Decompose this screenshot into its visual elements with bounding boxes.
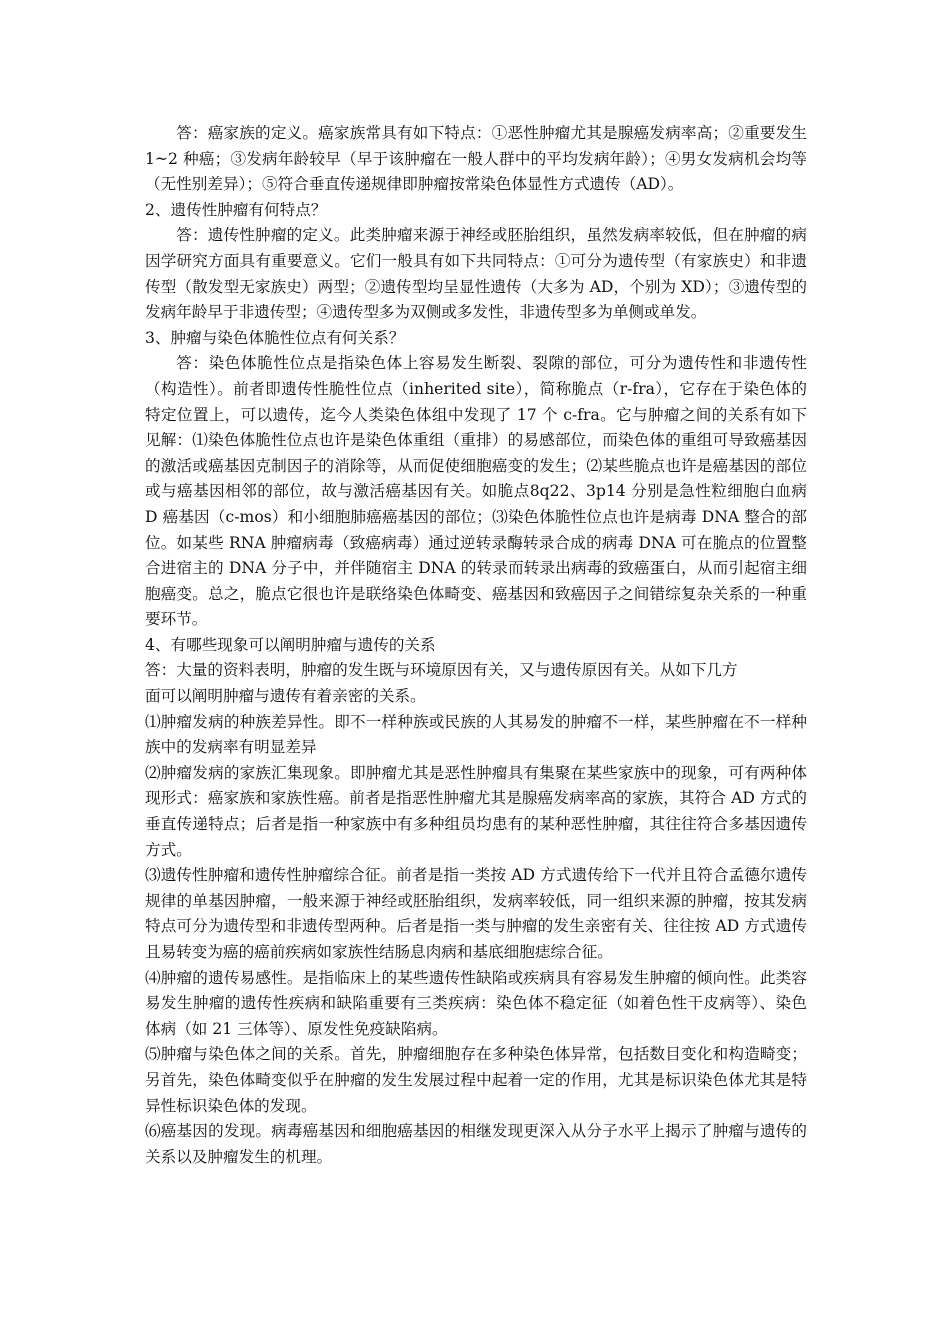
body-paragraph: 面可以阐明肿瘤与遗传有着亲密的关系。	[145, 687, 426, 706]
list-item: ⑵肿瘤发病的家族汇集现象。即肿瘤尤其是恶性肿瘤具有集聚在某些家族中的现象，可有两种体现形式：癌家族和家族性癌。前者是指恶性肿瘤尤其是腺癌发病率高的家族，其符合 AD 方式的垂直传递特点；后者是指一种家族中有多种组员均患有的某种恶性肿瘤，其往往符合多基因遗传方式。	[145, 763, 807, 859]
question-heading: 3、肿瘤与染色体脆性位点有何关系？	[145, 328, 405, 347]
document-body	[145, 121, 807, 1170]
list-item: ⑹癌基因的发现。病毒癌基因和细胞癌基因的相继发现更深入从分子水平上揭示了肿瘤与遗传的关系以及肿瘤发生的机理。	[145, 1122, 807, 1166]
question-heading: 2、遗传性肿瘤有何特点？	[145, 200, 327, 219]
list-item: ⑶遗传性肿瘤和遗传性肿瘤综合征。前者是指一类按 AD 方式遗传给下一代并且符合孟德尔遗传规律的单基因肿瘤，一般来源于神经或胚胎组织，发病率较低，同一组织来源的肿瘤，按其发病特点可分为遗传型和非遗传型两种。后者是指一类与肿瘤的发生亲密有关、往往按 AD 方式遗传且易转变为癌的癌前疾病如家族性结肠息肉病和基底细胞痣综合征。	[145, 866, 807, 961]
list-item: ⑴肿瘤发病的种族差异性。即不一样种族或民族的人其易发的肿瘤不一样，某些肿瘤在不一样种族中的发病率有明显差异	[145, 712, 807, 757]
answer-paragraph: 答：大量的资料表明，肿瘤的发生既与环境原因有关，又与遗传原因有关。从如下几方	[145, 661, 738, 680]
answer-paragraph: 答：染色体脆性位点是指染色体上容易发生断裂、裂隙的部位，可分为遗传性和非遗传性（构造性）。前者即遗传性脆性位点（inherited site），简称脆点（r-fra），它存在于染色体的特定位置上，可以遗传，迄今人类染色体组中发现了 17 个 c-fra。它与肿瘤之间的关系有如下见解：⑴染色体脆性位点也许是染色体重组（重排）的易感部位，而染色体的重组可导致癌基因的激活或癌基因克制因子的消除等，从而促使细胞癌变的发生；⑵某些脆点也许是癌基因的部位或与癌基因相邻的部位，故与激活癌基因有关。如脆点8q22、3p14 分别是急性粒细胞白血病 D 癌基因（c-mos）和小细胞肺癌癌基因的部位；⑶染色体脆性位点也许是病毒 DNA 整合的部位。如某些 RNA 肿瘤病毒（致癌病毒）通过逆转录酶转录合成的病毒 DNA 可在脆点的位置整合进宿主的 DNA 分子中，并伴随宿主 DNA 的转录而转录出病毒的致癌蛋白，从而引起宿主细胞癌变。总之，脆点它很也许是联络染色体畸变、癌基因和致癌因子之间错综复杂关系的一种重要环节。	[145, 354, 807, 629]
answer-paragraph: 答：癌家族的定义。癌家族常具有如下特点：①恶性肿瘤尤其是腺癌发病率高；②重要发生 1~2 种癌；③发病年龄较早（早于该肿瘤在一般人群中的平均发病年龄）；④男女发病机会均等（无性别差异）；⑤符合垂直传递规律即肿瘤按常染色体显性方式遗传（AD）。	[145, 124, 807, 194]
question-heading: 4、有哪些现象可以阐明肿瘤与遗传的关系	[145, 635, 436, 654]
answer-paragraph: 答：遗传性肿瘤的定义。此类肿瘤来源于神经或胚胎组织，虽然发病率较低，但在肿瘤的病因学研究方面具有重要意义。它们一般具有如下共同特点：①可分为遗传型（有家族史）和非遗传型（散发型无家族史）两型；②遗传型均呈显性遗传（大多为 AD，个别为 XD）；③遗传型的发病年龄早于非遗传型；④遗传型多为双侧或多发性，非遗传型多为单侧或单发。	[145, 226, 807, 322]
list-item: ⑸肿瘤与染色体之间的关系。首先，肿瘤细胞存在多种染色体异常，包括数目变化和构造畸变；另首先，染色体畸变似乎在肿瘤的发生发展过程中起着一定的作用，尤其是标识染色体尤其是特异性标识染色体的发现。	[145, 1045, 807, 1115]
list-item: ⑷肿瘤的遗传易感性。是指临床上的某些遗传性缺陷或疾病具有容易发生肿瘤的倾向性。此类容易发生肿瘤的遗传性疾病和缺陷重要有三类疾病：染色体不稳定征（如着色性干皮病等）、染色体病（如 21 三体等）、原发性免疫缺陷病。	[145, 968, 807, 1038]
